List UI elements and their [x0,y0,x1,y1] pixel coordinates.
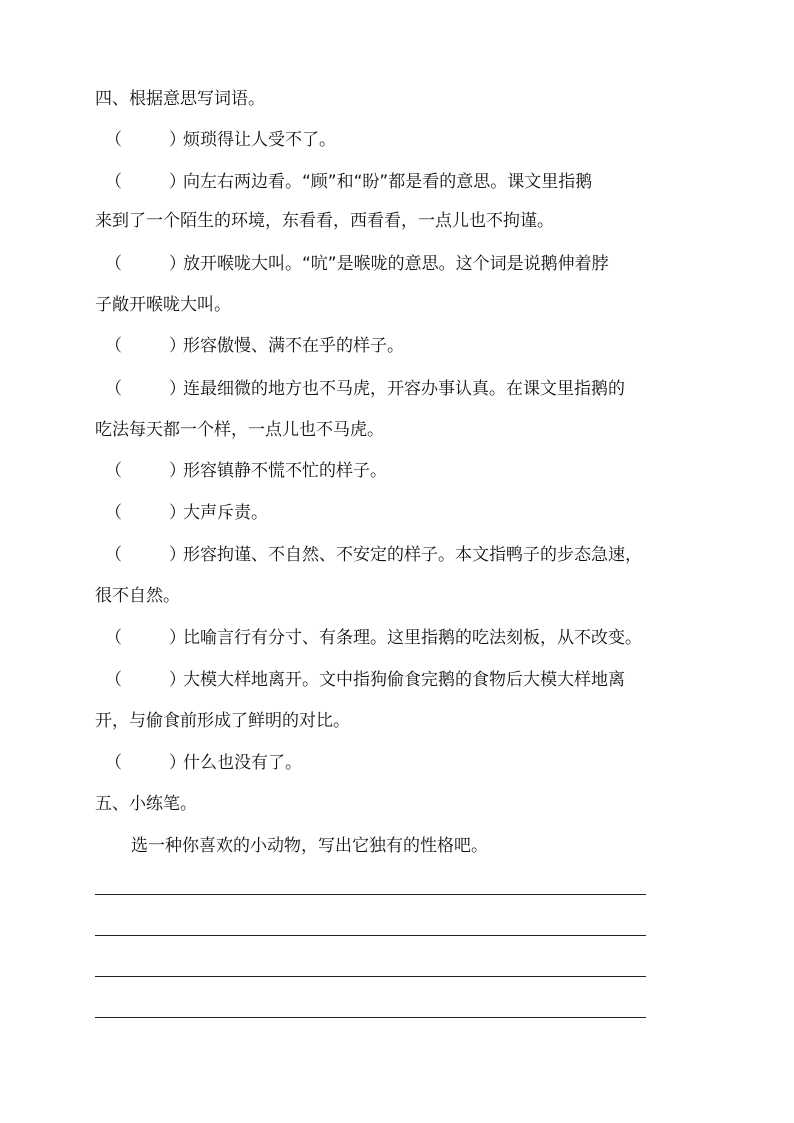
answer-blank[interactable]: （ ） [105,628,186,648]
question-text: 向左右两边看。“顾”和“盼”都是看的意思。课文里指鹅 [183,172,593,192]
question-item [95,669,715,691]
answer-blank[interactable]: （ ） [105,254,186,274]
question-text: 连最细微的地方也不马虎，开容办事认真。在课文里指鹅的 [183,379,625,399]
writing-line[interactable] [95,894,646,895]
question-item [95,752,715,774]
answer-blank[interactable]: （ ） [105,379,186,399]
answer-blank[interactable]: （ ） [105,130,186,150]
question-text-continued: 很不自然。 [95,586,180,606]
answer-blank[interactable]: （ ） [105,172,186,192]
answer-blank[interactable]: （ ） [105,753,186,773]
writing-line[interactable] [95,935,646,936]
writing-prompt: 选一种你喜欢的小动物，写出它独有的性格吧。 [131,836,488,856]
writing-line[interactable] [95,1017,646,1018]
section-five-title: 五、小练笔。 [95,794,197,814]
answer-blank[interactable]: （ ） [105,461,186,481]
question-text-continued: 来到了一个陌生的环境，东看看，西看看，一点儿也不拘谨。 [95,211,554,231]
answer-blank[interactable]: （ ） [105,336,186,356]
question-text: 大模大样地离开。文中指狗偷食完鹅的食物后大模大样地离 [183,670,625,690]
question-item [95,544,715,566]
question-text-continued: 吃法每天都一个样，一点儿也不马虎。 [95,420,384,440]
question-item [95,378,715,400]
question-text: 形容傲慢、满不在乎的样子。 [183,336,404,356]
question-text: 形容镇静不慌不忙的样子。 [183,461,387,481]
answer-blank[interactable]: （ ） [105,545,186,565]
question-item [95,171,715,193]
question-text-continued: 子敞开喉咙大叫。 [95,295,231,315]
question-text: 什么也没有了。 [183,753,302,773]
question-item [95,129,715,151]
question-item [95,253,715,275]
question-item [95,502,715,524]
section-four-title: 四、根据意思写词语。 [95,89,265,109]
answer-blank[interactable]: （ ） [105,670,186,690]
question-item [95,627,715,649]
question-text: 放开喉咙大叫。“吭”是喉咙的意思。这个词是说鹅伸着脖 [183,254,609,274]
writing-line[interactable] [95,976,646,977]
question-text: 烦琐得让人受不了。 [183,130,336,150]
question-text-continued: 开，与偷食前形成了鲜明的对比。 [95,711,350,731]
question-text: 大声斥责。 [183,503,268,523]
question-item [95,460,715,482]
question-text: 形容拘谨、不自然、不安定的样子。本文指鸭子的步态急速， [183,545,642,565]
question-text: 比喻言行有分寸、有条理。这里指鹅的吃法刻板，从不改变。 [183,628,642,648]
answer-blank[interactable]: （ ） [105,503,186,523]
question-item [95,335,715,357]
